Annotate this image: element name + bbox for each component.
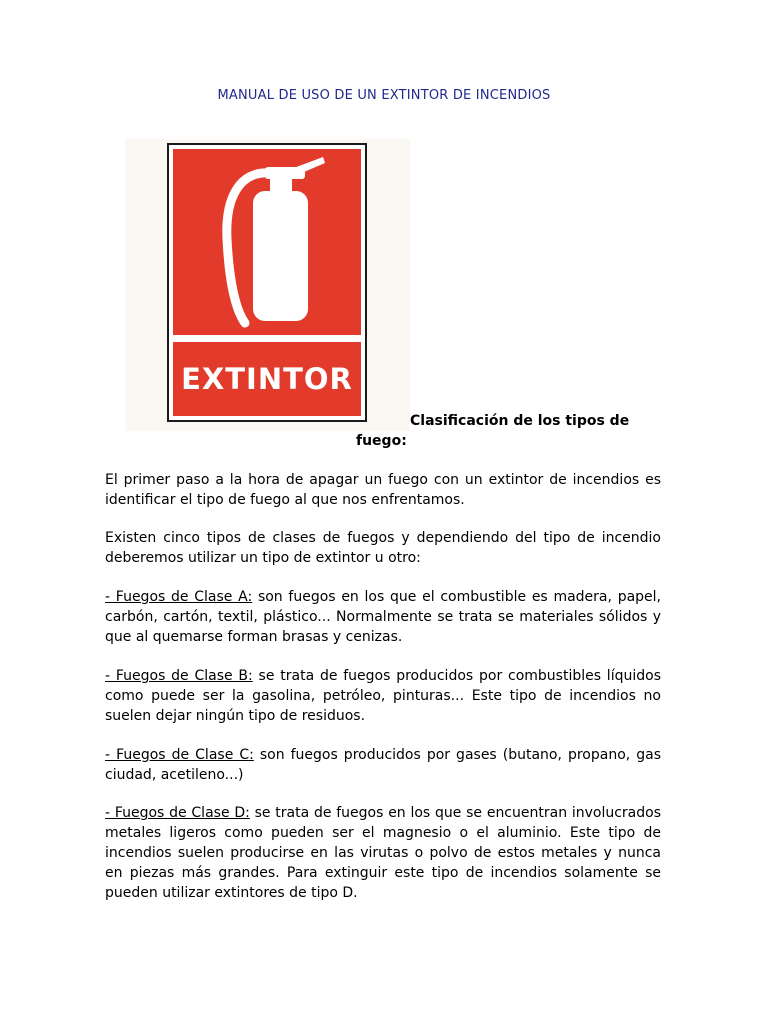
- section-heading-line2: fuego:: [356, 433, 407, 449]
- fire-extinguisher-icon: [173, 149, 361, 335]
- class-b-paragraph: [105, 666, 661, 726]
- class-d-paragraph: [105, 803, 661, 903]
- class-d-label: - Fuegos de Clase D:: [105, 805, 250, 821]
- extintor-sign: [167, 143, 367, 422]
- sign-label: EXTINTOR: [181, 362, 353, 396]
- class-a-text: son fuegos en los que el combustible es madera, papel, carbón, cartón, textil, plástico... Normalmente se trata se materiales sólidos y que al quemarse forman brasas y cenizas.: [105, 589, 661, 645]
- class-b-label: - Fuegos de Clase B:: [105, 668, 253, 684]
- paragraph-intro: El primer paso a la hora de apagar un fuego con un extintor de incendios es identificar el tipo de fuego al que nos enfrentamos.: [105, 472, 661, 508]
- section-heading-line1: Clasificación de los tipos de: [410, 413, 630, 429]
- class-a-label: - Fuegos de Clase A:: [105, 589, 253, 605]
- class-c-text: son fuegos producidos por gases (butano, propano, gas ciudad, acetileno...): [105, 747, 661, 783]
- class-b-text: se trata de fuegos producidos por combustibles líquidos como puede ser la gasolina, petróleo, pinturas... Este tipo de incendios no suelen dejar ningún tipo de residuos.: [105, 668, 661, 724]
- class-a-paragraph: [105, 587, 661, 647]
- class-c-label: - Fuegos de Clase C:: [105, 747, 254, 763]
- class-d-text: se trata de fuegos en los que se encuentran involucrados metales ligeros como pueden ser el magnesio o el aluminio. Este tipo de incendios suelen producirse en las virutas o polvo de estos metales y nunca en piezas más grandes. Para extinguir este tipo de incendios solamente se pueden utilizar extintores de tipo D.: [105, 805, 661, 901]
- sign-label-panel: [173, 342, 361, 416]
- extintor-sign-image: [125, 139, 410, 431]
- paragraph-types: Existen cinco tipos de clases de fuegos y dependiendo del tipo de incendio deberemos utilizar un tipo de extintor u otro:: [105, 530, 661, 566]
- page-title: MANUAL DE USO DE UN EXTINTOR DE INCENDIOS: [217, 88, 551, 103]
- sign-icon-panel: [173, 149, 361, 335]
- class-c-paragraph: [105, 745, 661, 785]
